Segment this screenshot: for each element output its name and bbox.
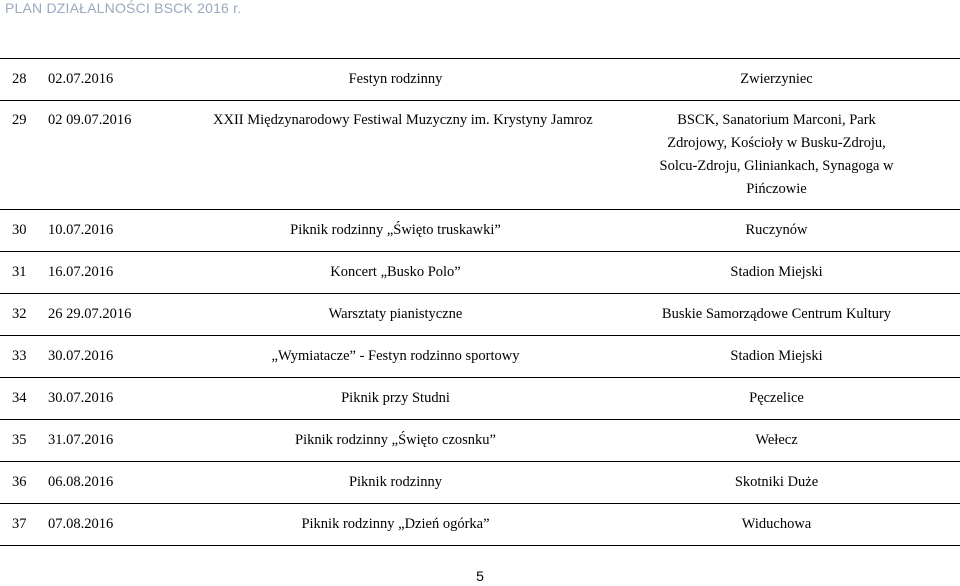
event-place: Stadion Miejski <box>593 336 960 378</box>
event-place: Buskie Samorządowe Centrum Kultury <box>593 294 960 336</box>
row-number: 31 <box>0 252 48 294</box>
table-row <box>0 294 960 336</box>
event-date: 30.07.2016 <box>48 378 198 420</box>
table-row <box>0 462 960 504</box>
event-date: 02 09.07.2016 <box>48 101 198 210</box>
event-place: Pęczelice <box>593 378 960 420</box>
event-place <box>593 101 960 210</box>
event-date: 10.07.2016 <box>48 210 198 252</box>
event-date: 26 29.07.2016 <box>48 294 198 336</box>
event-place: Widuchowa <box>593 504 960 546</box>
event-name: Piknik rodzinny „Święto truskawki” <box>198 210 593 252</box>
table-row <box>0 504 960 546</box>
event-name: XXII Międzynarodowy Festiwal Muzyczny im. Krystyny Jamroz <box>198 101 593 210</box>
event-place: Stadion Miejski <box>593 252 960 294</box>
table-row <box>0 336 960 378</box>
event-name: Koncert „Busko Polo” <box>198 252 593 294</box>
table-row <box>0 210 960 252</box>
events-table <box>0 58 960 546</box>
table-row <box>0 101 960 210</box>
event-name: Piknik rodzinny <box>198 462 593 504</box>
row-number: 36 <box>0 462 48 504</box>
event-name: „Wymiatacze” - Festyn rodzinno sportowy <box>198 336 593 378</box>
row-number: 28 <box>0 59 48 101</box>
page-number: 5 <box>476 568 484 584</box>
row-number: 33 <box>0 336 48 378</box>
event-name: Warsztaty pianistyczne <box>198 294 593 336</box>
event-place: Ruczynów <box>593 210 960 252</box>
table-row <box>0 420 960 462</box>
table-row <box>0 378 960 420</box>
event-place: Skotniki Duże <box>593 462 960 504</box>
row-number: 30 <box>0 210 48 252</box>
row-number: 37 <box>0 504 48 546</box>
table-row <box>0 59 960 101</box>
row-number: 32 <box>0 294 48 336</box>
event-date: 30.07.2016 <box>48 336 198 378</box>
event-place-text: BSCK, Sanatorium Marconi, Park Zdrojowy, Kościoły w Busku-Zdroju, Solcu-Zdroju, Gliniankach, Synagoga w Pińczowie <box>659 112 894 197</box>
document-header: PLAN DZIAŁALNOŚCI BSCK 2016 r. <box>5 0 242 16</box>
event-date: 06.08.2016 <box>48 462 198 504</box>
row-number: 29 <box>0 101 48 210</box>
event-name: Piknik rodzinny „Święto czosnku” <box>198 420 593 462</box>
event-place: Zwierzyniec <box>593 59 960 101</box>
event-place: Wełecz <box>593 420 960 462</box>
event-date: 02.07.2016 <box>48 59 198 101</box>
event-name: Piknik przy Studni <box>198 378 593 420</box>
event-date: 31.07.2016 <box>48 420 198 462</box>
row-number: 35 <box>0 420 48 462</box>
row-number: 34 <box>0 378 48 420</box>
event-name: Festyn rodzinny <box>198 59 593 101</box>
table-row <box>0 252 960 294</box>
event-name: Piknik rodzinny „Dzień ogórka” <box>198 504 593 546</box>
event-date: 07.08.2016 <box>48 504 198 546</box>
event-date: 16.07.2016 <box>48 252 198 294</box>
